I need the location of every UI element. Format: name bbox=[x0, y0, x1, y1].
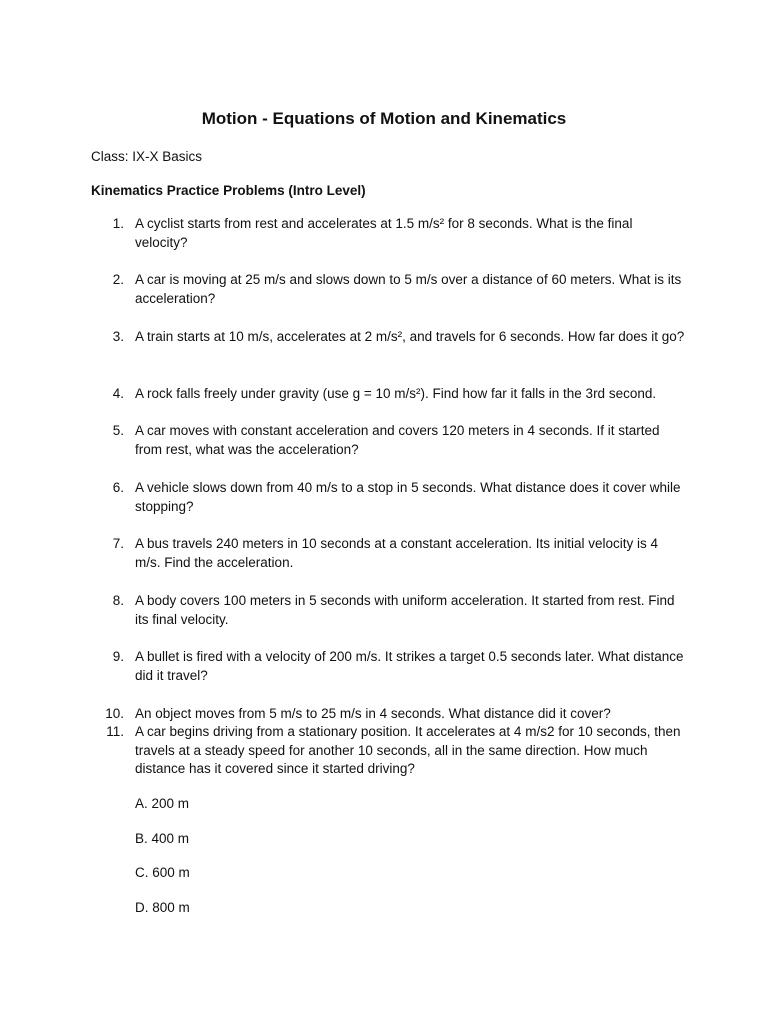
problem-number: 11. bbox=[106, 724, 124, 739]
problem-text: An object moves from 5 m/s to 25 m/s in 4 seconds. What distance did it cover? bbox=[135, 706, 611, 721]
problem-text: A cyclist starts from rest and accelerates at 1.5 m/s² for 8 seconds. What is the final velocity? bbox=[135, 216, 633, 250]
problem-text: A bullet is fired with a velocity of 200 m/s. It strikes a target 0.5 seconds later. What distance did it travel? bbox=[135, 649, 684, 683]
problem-number: 5. bbox=[112, 423, 124, 438]
problem-number: 6. bbox=[112, 480, 124, 495]
problem-number: 7. bbox=[112, 536, 124, 551]
problem-number: 4. bbox=[112, 386, 124, 401]
problem-text: A bus travels 240 meters in 10 seconds at a constant acceleration. Its initial velocity is 4 m/s. Find the acceleration. bbox=[135, 536, 659, 570]
problem-number: 1. bbox=[112, 216, 124, 231]
problem-text: A car is moving at 25 m/s and slows down to 5 m/s over a distance of 60 meters. What is its acceleration? bbox=[135, 272, 682, 306]
problem-text: A car moves with constant acceleration and covers 120 meters in 4 seconds. If it started from rest, what was the acceleration? bbox=[135, 423, 660, 457]
problem-text: A vehicle slows down from 40 m/s to a stop in 5 seconds. What distance does it cover while stopping? bbox=[135, 480, 681, 514]
problem-number: 3. bbox=[112, 329, 124, 344]
answer-option: C. 600 m bbox=[135, 865, 190, 880]
class-line: Class: IX-X Basics bbox=[91, 149, 203, 164]
problem-number: 9. bbox=[112, 649, 124, 664]
problem-text: A rock falls freely under gravity (use g = 10 m/s²). Find how far it falls in the 3rd second. bbox=[135, 386, 657, 401]
answer-option: D. 800 m bbox=[135, 900, 190, 915]
problem-text: A car begins driving from a stationary position. It accelerates at 4 m/s2 for 10 seconds, then travels at a steady speed for another 10 seconds, all in the same direction. How much distance has it covered since it started driving? bbox=[135, 724, 681, 777]
document-title: Motion - Equations of Motion and Kinematics bbox=[201, 109, 567, 128]
section-heading: Kinematics Practice Problems (Intro Level) bbox=[91, 183, 366, 198]
answer-option: B. 400 m bbox=[135, 831, 190, 846]
problem-text: A train starts at 10 m/s, accelerates at 2 m/s², and travels for 6 seconds. How far does it go? bbox=[135, 329, 685, 344]
problem-number: 10. bbox=[105, 706, 124, 721]
problem-number: 8. bbox=[112, 593, 124, 608]
problem-text: A body covers 100 meters in 5 seconds with uniform acceleration. It started from rest. Find its final velocity. bbox=[135, 593, 675, 627]
answer-option: A. 200 m bbox=[135, 796, 190, 811]
problem-number: 2. bbox=[112, 272, 124, 287]
